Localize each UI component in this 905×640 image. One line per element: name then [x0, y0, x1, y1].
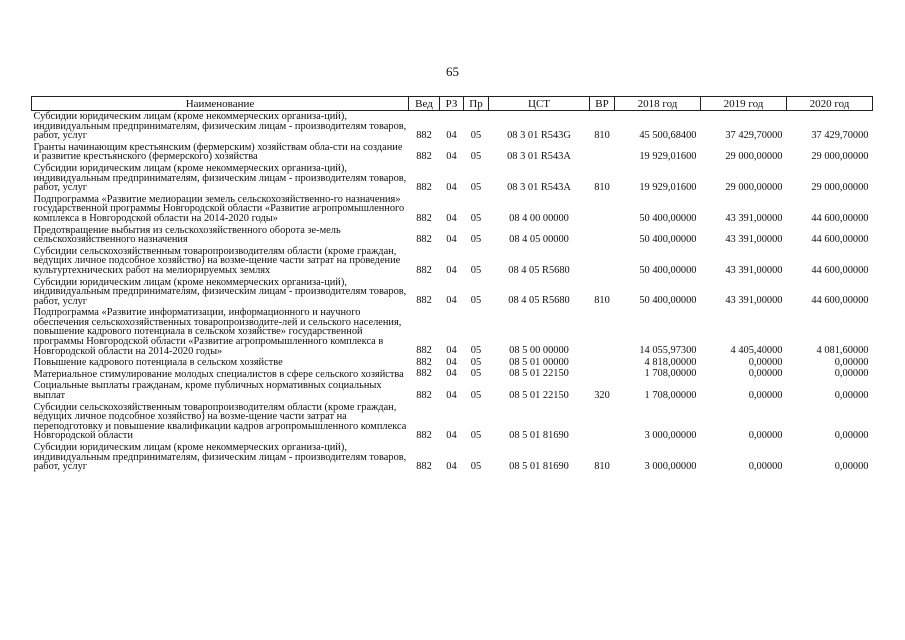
row-ved: 882 [416, 295, 432, 307]
row-2019: 0,00000 [748, 460, 783, 472]
row-name: Материальное стимулирование молодых специалистов в сфере сельского хозяйства [33, 368, 404, 380]
row-2019: 43 391,00000 [725, 264, 783, 276]
row-vr [590, 142, 615, 163]
row-ved: 882 [416, 430, 432, 441]
row-ved: 882 [416, 356, 432, 368]
row-ved: 882 [416, 460, 432, 472]
row-2018: 3 000,00000 [644, 430, 697, 441]
row-pr: 05 [470, 356, 482, 368]
row-2020: 0,00000 [834, 368, 869, 380]
row-pr: 05 [470, 345, 482, 357]
row-rz: 04 [446, 389, 457, 401]
row-name: Повышение кадрового потенциала в сельском хозяйстве [33, 357, 283, 369]
row-name: Подпрограмма «Развитие информатизации, информационного и научного обеспечения сельскохозяйственных товаропроизводите-лей и сельского населения, повышение кадрового потенциала в сельском хозяйстве» государственной программы Новгородской области «Развитие агропромышленного комплекса в Новгородской области на 2014-2020 годы» [33, 307, 402, 357]
row-2019: 43 391,00000 [725, 212, 783, 224]
row-pr: 05 [470, 295, 482, 307]
header-2018: 2018 год [615, 97, 701, 111]
row-2019: 0,00000 [748, 430, 783, 441]
table-row [32, 111, 873, 142]
table-row [32, 246, 873, 277]
header-ved: Вед [409, 97, 440, 111]
row-2020: 29 000,00000 [811, 150, 869, 162]
row-rz: 04 [446, 460, 457, 472]
row-ved: 882 [416, 212, 432, 224]
row-2020: 44 600,00000 [811, 212, 869, 224]
row-ved: 882 [416, 368, 432, 380]
row-ved: 882 [416, 150, 432, 162]
row-2020: 0,00000 [834, 389, 869, 401]
row-rz: 04 [446, 181, 457, 193]
row-rz: 04 [446, 356, 457, 368]
table-row [32, 163, 873, 194]
row-vr [590, 402, 615, 442]
row-name: Субсидии юридическим лицам (кроме некоммерческих организа-ций), индивидуальным предпринимателям, физическим лицам - производителям товаров, работ, услуг [33, 162, 407, 194]
row-pr: 05 [470, 264, 482, 276]
row-2019: 43 391,00000 [725, 295, 783, 307]
row-2019: 43 391,00000 [725, 233, 783, 245]
row-2020: 44 600,00000 [811, 295, 869, 307]
row-vr [590, 307, 615, 357]
row-rz: 04 [446, 368, 457, 380]
row-name: Субсидии сельскохозяйственным товаропроизводителям области (кроме граждан, ведущих личное подсобное хозяйство) на возме-щение части затрат на проведение культуртехнических работ на мелиорируемых землях [33, 245, 401, 276]
row-vr: 810 [594, 295, 610, 307]
row-cst: 08 4 00 00000 [509, 212, 569, 224]
row-rz: 04 [446, 430, 457, 441]
row-pr: 05 [470, 233, 482, 245]
row-pr: 05 [470, 430, 482, 441]
row-2018: 14 055,97300 [639, 345, 697, 357]
header-name: Наименование [32, 97, 409, 111]
row-pr: 05 [470, 212, 482, 224]
row-rz: 04 [446, 150, 457, 162]
header-rz: РЗ [440, 97, 464, 111]
row-2020: 0,00000 [834, 430, 869, 441]
table-row [32, 369, 873, 381]
row-vr: 810 [594, 181, 610, 193]
row-name: Субсидии юридическим лицам (кроме некоммерческих организа-ций), индивидуальным предпринимателям, физическим лицам - производителям товаров, работ, услуг [33, 442, 407, 473]
header-pr: Пр [464, 97, 489, 111]
row-pr: 05 [470, 368, 482, 380]
row-rz: 04 [446, 264, 457, 276]
row-cst: 08 3 01 R543A [507, 150, 571, 162]
table-row [32, 402, 873, 442]
row-ved: 882 [416, 181, 432, 193]
row-rz: 04 [446, 295, 457, 307]
row-2018: 4 818,00000 [644, 356, 697, 368]
page-number: 65 [446, 64, 459, 79]
row-2020: 4 081,60000 [816, 345, 869, 357]
row-ved: 882 [416, 129, 432, 141]
row-vr [590, 369, 615, 381]
row-pr: 05 [470, 150, 482, 162]
row-2018: 45 500,68400 [639, 129, 697, 141]
row-name: Гранты начинающим крестьянским (фермерским) хозяйствам обла-сти на создание и развитие крестьянского (фермерского) хозяйства [33, 141, 403, 163]
row-rz: 04 [446, 129, 457, 141]
row-2018: 1 708,00000 [644, 389, 697, 401]
row-2019: 0,00000 [748, 389, 783, 401]
budget-table [31, 96, 873, 473]
row-vr [590, 357, 615, 369]
row-cst: 08 5 01 22150 [509, 389, 569, 401]
row-ved: 882 [416, 389, 432, 401]
row-cst: 08 5 01 81690 [509, 460, 569, 472]
row-cst: 08 5 01 22150 [509, 368, 569, 380]
row-name: Субсидии юридическим лицам (кроме некоммерческих организа-ций), индивидуальным предпринимателям, физическим лицам - производителям товаров, работ, услуг [33, 276, 407, 307]
row-pr: 05 [470, 389, 482, 401]
row-cst: 08 5 00 00000 [509, 345, 569, 357]
row-2019: 0,00000 [748, 356, 783, 368]
table-header-row [32, 97, 873, 111]
header-2019: 2019 год [701, 97, 787, 111]
row-2019: 0,00000 [748, 368, 783, 380]
row-vr: 810 [594, 129, 610, 141]
row-2018: 50 400,00000 [639, 295, 697, 307]
row-vr: 810 [594, 460, 610, 472]
row-cst: 08 3 01 R543G [507, 129, 571, 141]
table-row [32, 442, 873, 473]
row-2018: 19 929,01600 [639, 150, 697, 162]
row-pr: 05 [470, 181, 482, 193]
table-row [32, 142, 873, 163]
row-2018: 19 929,01600 [639, 181, 697, 193]
row-cst: 08 5 01 81690 [509, 430, 569, 441]
row-pr: 05 [470, 129, 482, 141]
row-vr: 320 [594, 389, 610, 401]
row-2020: 29 000,00000 [811, 181, 869, 193]
row-2018: 1 708,00000 [644, 368, 697, 380]
row-cst: 08 5 01 00000 [509, 356, 569, 368]
row-2020: 37 429,70000 [811, 129, 869, 141]
header-cst: ЦСТ [489, 97, 590, 111]
row-cst: 08 3 01 R543A [507, 181, 571, 193]
row-2018: 3 000,00000 [644, 460, 697, 472]
row-vr [590, 246, 615, 277]
row-name: Подпрограмма «Развитие мелиорации земель сельскохозяйственно-го назначения» государственной программы Новгородской области «Развитие агропромышленного комплекса в Новгородской области на 2014-2020 годы» [33, 193, 405, 224]
row-rz: 04 [446, 233, 457, 245]
row-ved: 882 [416, 233, 432, 245]
row-pr: 05 [470, 460, 482, 472]
table-row [32, 307, 873, 357]
header-2020: 2020 год [787, 97, 873, 111]
row-ved: 882 [416, 264, 432, 276]
table-row [32, 357, 873, 369]
row-cst: 08 4 05 R5680 [508, 264, 570, 276]
table-row [32, 194, 873, 225]
row-name: Социальные выплаты гражданам, кроме публичных нормативных социальных выплат [33, 380, 382, 402]
row-cst: 08 4 05 R5680 [508, 295, 570, 307]
table-row [32, 380, 873, 401]
row-2018: 50 400,00000 [639, 212, 697, 224]
row-2020: 0,00000 [834, 356, 869, 368]
row-2018: 50 400,00000 [639, 233, 697, 245]
row-vr [590, 225, 615, 246]
row-2018: 50 400,00000 [639, 264, 697, 276]
row-2020: 44 600,00000 [811, 264, 869, 276]
header-vr: ВР [590, 97, 615, 111]
row-ved: 882 [416, 345, 432, 357]
row-2020: 0,00000 [834, 460, 869, 472]
row-2019: 37 429,70000 [725, 129, 783, 141]
row-2020: 44 600,00000 [811, 233, 869, 245]
row-vr [590, 194, 615, 225]
row-name: Субсидии сельскохозяйственным товаропроизводителям области (кроме граждан, ведущих личное подсобное хозяйство) на возме-щение части затрат на переподготовку и повышение квалификации кадров агропромышленного комплекса Новгородской области [33, 401, 407, 442]
row-cst: 08 4 05 00000 [509, 233, 569, 245]
table-row [32, 225, 873, 246]
row-name: Субсидии юридическим лицам (кроме некоммерческих организа-ций), индивидуальным предпринимателям, физическим лицам - производителям товаров, работ, услуг [33, 111, 407, 142]
row-2019: 29 000,00000 [725, 181, 783, 193]
row-name: Предотвращение выбытия из сельскохозяйственного оборота зе-мель сельскохозяйственного назначения [33, 224, 341, 246]
row-rz: 04 [446, 212, 457, 224]
row-2019: 4 405,40000 [730, 345, 783, 357]
row-rz: 04 [446, 345, 457, 357]
row-2019: 29 000,00000 [725, 150, 783, 162]
table-row [32, 277, 873, 308]
